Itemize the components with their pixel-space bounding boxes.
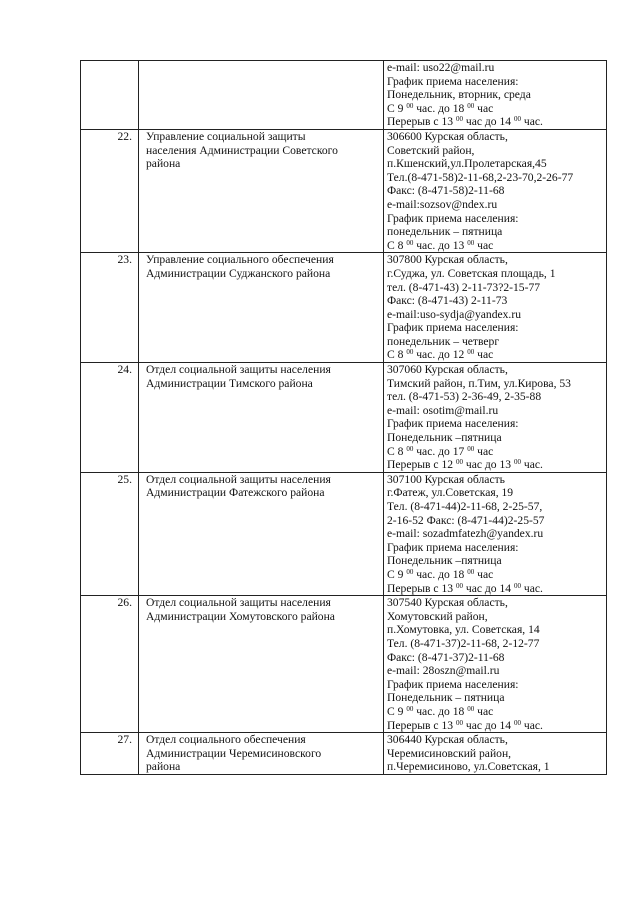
contact-line: Хомутовский район, (387, 609, 488, 623)
contact-line: Перерыв с 13 $^{00}$ час до 14 $^{00}$ час. (387, 115, 543, 129)
contact-line: С 9 $^{00}$ час. до 18 $^{00}$ час (387, 704, 494, 718)
office-name (139, 733, 384, 775)
contact-line: Перерыв с 13 $^{00}$ час до 14 $^{00}$ час. (387, 718, 543, 732)
office-contact (384, 472, 607, 595)
office-name-line: Отдел социальной защиты населения (146, 472, 331, 486)
contact-line: Перерыв с 12 $^{00}$ час до 13 $^{00}$ час. (387, 458, 543, 472)
office-contact (384, 61, 607, 130)
row-number: 27. (81, 733, 139, 775)
office-name (139, 472, 384, 595)
contact-line: Тимский район, п.Тим, ул.Кирова, 53 (387, 376, 571, 390)
contact-line: График приема населения: (387, 321, 519, 335)
contact-line: С 9 $^{00}$ час. до 18 $^{00}$ час (387, 567, 494, 581)
contact-line: Советский район, (387, 143, 475, 157)
office-name-line: Администрации Тимского района (146, 376, 313, 390)
office-name-line: Отдел социального обеспечения (146, 733, 306, 747)
office-name-line: Администрации Суджанского района (146, 266, 331, 280)
office-contact (384, 129, 607, 252)
table-row (81, 129, 607, 252)
contact-line: График приема населения: (387, 417, 519, 431)
office-name (139, 253, 384, 363)
row-number: 26. (81, 596, 139, 733)
row-number: 23. (81, 253, 139, 363)
table-row (81, 472, 607, 595)
contact-line: 307060 Курская область, (387, 363, 508, 377)
row-number: 25. (81, 472, 139, 595)
office-name-line: Управление социального обеспечения (146, 253, 334, 267)
office-name-line: Управление социальной защиты (146, 129, 306, 143)
contact-line: С 8 $^{00}$ час. до 12 $^{00}$ час (387, 348, 494, 362)
office-name-line: района (146, 157, 181, 171)
contact-line: 307100 Курская область (387, 472, 505, 486)
table-row (81, 61, 607, 130)
contact-line: 307540 Курская область, (387, 596, 508, 610)
row-number: 24. (81, 363, 139, 473)
office-name (139, 596, 384, 733)
table-row (81, 253, 607, 363)
contact-line: График приема населения: (387, 74, 519, 88)
contact-line: Тел.(8-471-58)2-11-68,2-23-70,2-26-77 (387, 170, 574, 184)
contact-line: График приема населения: (387, 677, 519, 691)
office-name (139, 363, 384, 473)
contact-line: С 8 $^{00}$ час. до 13 $^{00}$ час (387, 238, 494, 252)
contact-line: e-mail: osotim@mail.ru (387, 403, 499, 417)
office-name-line: населения Администрации Советского (146, 143, 338, 157)
contact-line: понедельник – четверг (387, 334, 500, 348)
contact-line: С 9 $^{00}$ час. до 18 $^{00}$ час (387, 101, 494, 115)
contact-line: 306600 Курская область, (387, 129, 508, 143)
office-contact (384, 596, 607, 733)
contact-line: Факс: (8-471-37)2-11-68 (387, 650, 505, 664)
contact-line: 306440 Курская область, (387, 733, 508, 747)
contact-line: Тел. (8-471-44)2-11-68, 2-25-57, (387, 500, 543, 513)
table-row (81, 733, 607, 775)
contact-line: e-mail: 28oszn@mail.ru (387, 664, 500, 678)
office-name (139, 61, 384, 130)
contact-line: понедельник – пятница (387, 225, 503, 239)
contact-line: e-mail: sozadmfatezh@yandex.ru (387, 527, 544, 541)
contact-line: Перерыв с 13 $^{00}$ час до 14 $^{00}$ час. (387, 581, 543, 595)
contact-line: Черемисиновский район, (387, 746, 512, 760)
offices-table-body (81, 61, 607, 775)
contact-line: e-mail:sozsov@ndex.ru (387, 197, 498, 211)
contact-line: График приема населения: (387, 540, 519, 554)
office-contact (384, 253, 607, 363)
contact-line: Тел. (8-471-37)2-11-68, 2-12-77 (387, 636, 540, 650)
contact-line: тел. (8-471-53) 2-36-49, 2-35-88 (387, 390, 542, 404)
office-name-line: Отдел социальной защиты населения (146, 596, 331, 610)
contact-line: тел. (8-471-43) 2-11-73?2-15-77 (387, 280, 541, 294)
office-name (139, 129, 384, 252)
office-name-line: Администрации Фатежского района (146, 486, 325, 500)
table-row (81, 363, 607, 473)
contact-line: e-mail:uso-sydja@yandex.ru (387, 307, 521, 321)
office-name-line: Отдел социальной защиты населения (146, 363, 331, 377)
contact-line: Понедельник – пятница (387, 691, 505, 705)
office-contact (384, 733, 607, 775)
contact-line: п.Хомутовка, ул. Советская, 14 (387, 623, 540, 637)
contact-line: Факс: (8-471-43) 2-11-73 (387, 294, 508, 308)
contact-line: Факс: (8-471-58)2-11-68 (387, 184, 505, 198)
contact-line: 2-16-52 Факс: (8-471-44)2-25-57 (387, 513, 545, 527)
contact-line: Понедельник –пятница (387, 431, 502, 445)
offices-table (80, 60, 607, 775)
office-name-line: Администрации Хомутовского района (146, 609, 335, 623)
contact-line: Понедельник, вторник, среда (387, 88, 531, 102)
office-contact (384, 363, 607, 473)
contact-line: График приема населения: (387, 211, 519, 225)
contact-line: С 8 $^{00}$ час. до 17 $^{00}$ час (387, 444, 494, 458)
contact-line: п.Кшенский,ул.Пролетарская,45 (387, 157, 547, 171)
contact-line: Понедельник –пятница (387, 554, 502, 568)
row-number (81, 61, 139, 130)
office-name-line: Администрации Черемисиновского (146, 746, 322, 760)
office-name-line: района (146, 760, 181, 774)
contact-line: e-mail: uso22@mail.ru (387, 61, 495, 74)
contact-line: п.Черемисиново, ул.Советская, 1 (387, 760, 550, 774)
table-row (81, 596, 607, 733)
contact-line: г.Суджа, ул. Советская площадь, 1 (387, 266, 556, 280)
row-number: 22. (81, 129, 139, 252)
contact-line: г.Фатеж, ул.Советская, 19 (387, 486, 514, 500)
contact-line: 307800 Курская область, (387, 253, 508, 267)
